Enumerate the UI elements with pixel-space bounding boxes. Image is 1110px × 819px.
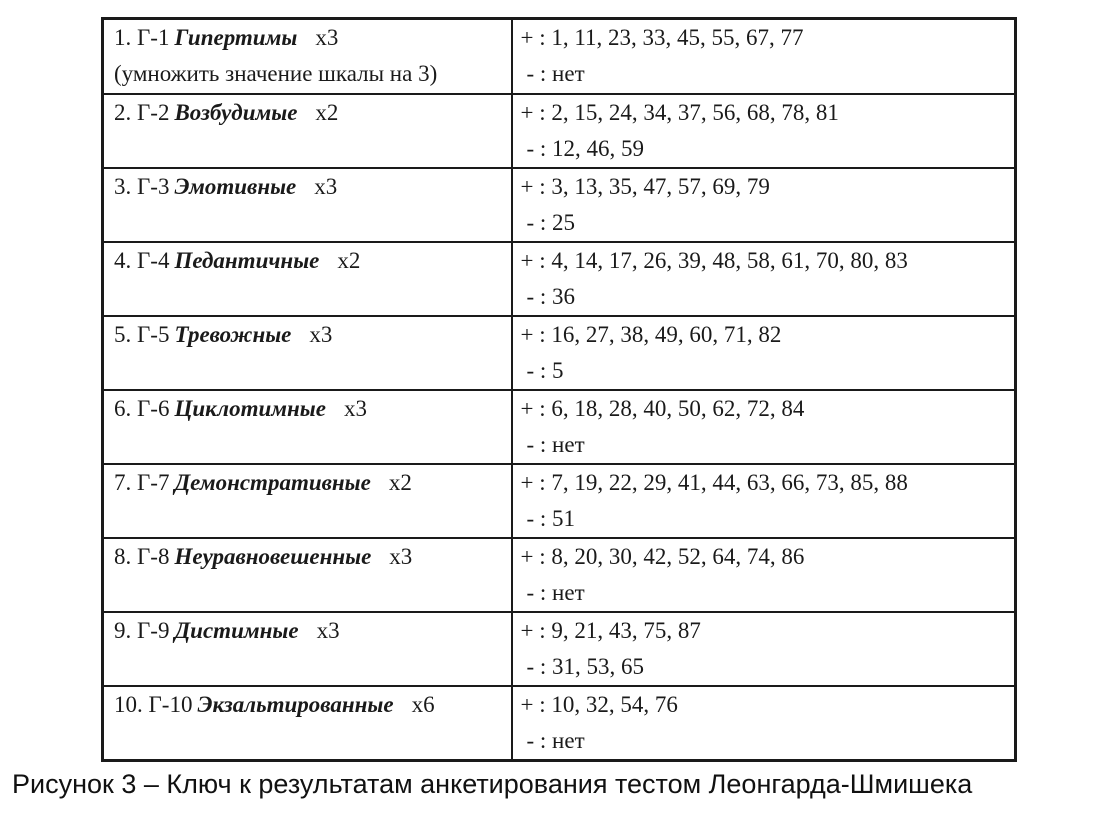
table-row [103, 19, 1016, 95]
scale-name: Педантичные [174, 248, 320, 273]
scale-code: Г-1 [137, 25, 170, 50]
scale-multiplier: x3 [316, 618, 340, 643]
minus-answers: - : нет [526, 580, 585, 605]
scale-cell [103, 686, 512, 761]
scale-name: Дистимные [174, 618, 299, 643]
scale-name: Гипертимы [174, 25, 298, 50]
scale-multiplier: x3 [343, 396, 367, 421]
plus-answers: + : 16, 27, 38, 49, 60, 71, 82 [520, 322, 782, 347]
scale-name: Эмотивные [174, 174, 297, 199]
scale-code: Г-7 [137, 470, 170, 495]
scale-cell [103, 390, 512, 464]
scoring-key-table [101, 17, 1017, 762]
answers-cell [512, 612, 1016, 686]
answers-cell [512, 686, 1016, 761]
scale-name: Демонстративные [174, 470, 371, 495]
scale-code: Г-9 [137, 618, 170, 643]
scale-name: Тревожные [174, 322, 292, 347]
answers-cell [512, 464, 1016, 538]
minus-answers: - : 5 [526, 358, 564, 383]
table-row [103, 686, 1016, 761]
scale-code: Г-8 [137, 544, 170, 569]
table-row [103, 242, 1016, 316]
figure-caption: Рисунок 3 – Ключ к результатам анкетирования тестом Леонгарда-Шмишека [12, 769, 973, 799]
scale-name: Экзальтированные [197, 692, 394, 717]
scale-cell [103, 464, 512, 538]
plus-answers: + : 6, 18, 28, 40, 50, 62, 72, 84 [520, 396, 805, 421]
plus-answers: + : 2, 15, 24, 34, 37, 56, 68, 78, 81 [520, 100, 839, 125]
scale-note: (умножить значение шкалы на 3) [114, 61, 438, 86]
scale-name: Неуравновешенные [174, 544, 372, 569]
minus-answers: - : 12, 46, 59 [526, 136, 645, 161]
scale-number: 2. [114, 100, 132, 125]
minus-answers: - : 51 [526, 506, 576, 531]
minus-answers: - : нет [526, 61, 585, 86]
minus-answers: - : 31, 53, 65 [526, 654, 645, 679]
scale-number: 7. [114, 470, 132, 495]
scale-number: 6. [114, 396, 132, 421]
plus-answers: + : 3, 13, 35, 47, 57, 69, 79 [520, 174, 770, 199]
scale-code: Г-10 [148, 692, 193, 717]
scale-number: 1. [114, 25, 132, 50]
scale-number: 3. [114, 174, 132, 199]
scale-cell [103, 538, 512, 612]
answers-cell [512, 316, 1016, 390]
scale-number: 8. [114, 544, 132, 569]
scale-number: 4. [114, 248, 132, 273]
minus-answers: - : 36 [526, 284, 576, 309]
answers-cell [512, 390, 1016, 464]
plus-answers: + : 4, 14, 17, 26, 39, 48, 58, 61, 70, 80, 83 [520, 248, 908, 273]
table-row [103, 316, 1016, 390]
answers-cell [512, 19, 1016, 95]
scale-multiplier: x2 [337, 248, 361, 273]
scale-cell [103, 94, 512, 168]
scale-multiplier: x2 [315, 100, 339, 125]
scale-number: 10. [114, 692, 143, 717]
scale-name: Циклотимные [174, 396, 326, 421]
scale-multiplier: x3 [315, 25, 339, 50]
answers-cell [512, 168, 1016, 242]
plus-answers: + : 10, 32, 54, 76 [520, 692, 678, 717]
scale-code: Г-2 [137, 100, 170, 125]
scale-name: Возбудимые [174, 100, 298, 125]
scale-code: Г-6 [137, 396, 170, 421]
scale-multiplier: x3 [309, 322, 333, 347]
minus-answers: - : нет [526, 728, 585, 753]
scale-code: Г-5 [137, 322, 170, 347]
minus-answers: - : 25 [526, 210, 576, 235]
plus-answers: + : 9, 21, 43, 75, 87 [520, 618, 701, 643]
scale-cell [103, 316, 512, 390]
scale-cell [103, 612, 512, 686]
table-row [103, 464, 1016, 538]
scale-code: Г-4 [137, 248, 170, 273]
scale-cell [103, 242, 512, 316]
table-row [103, 390, 1016, 464]
scale-number: 5. [114, 322, 132, 347]
scale-multiplier: x3 [389, 544, 413, 569]
answers-cell [512, 538, 1016, 612]
plus-answers: + : 7, 19, 22, 29, 41, 44, 63, 66, 73, 85, 88 [520, 470, 908, 495]
table-row [103, 612, 1016, 686]
scale-cell [103, 168, 512, 242]
answers-cell [512, 242, 1016, 316]
scale-cell [103, 19, 512, 95]
plus-answers: + : 1, 11, 23, 33, 45, 55, 67, 77 [520, 25, 804, 50]
scale-multiplier: x2 [388, 470, 412, 495]
scale-number: 9. [114, 618, 132, 643]
scale-code: Г-3 [137, 174, 170, 199]
minus-answers: - : нет [526, 432, 585, 457]
table-row [103, 94, 1016, 168]
scale-multiplier: x6 [411, 692, 435, 717]
answers-cell [512, 94, 1016, 168]
plus-answers: + : 8, 20, 30, 42, 52, 64, 74, 86 [520, 544, 805, 569]
table-row [103, 538, 1016, 612]
scale-multiplier: x3 [314, 174, 338, 199]
table-row [103, 168, 1016, 242]
